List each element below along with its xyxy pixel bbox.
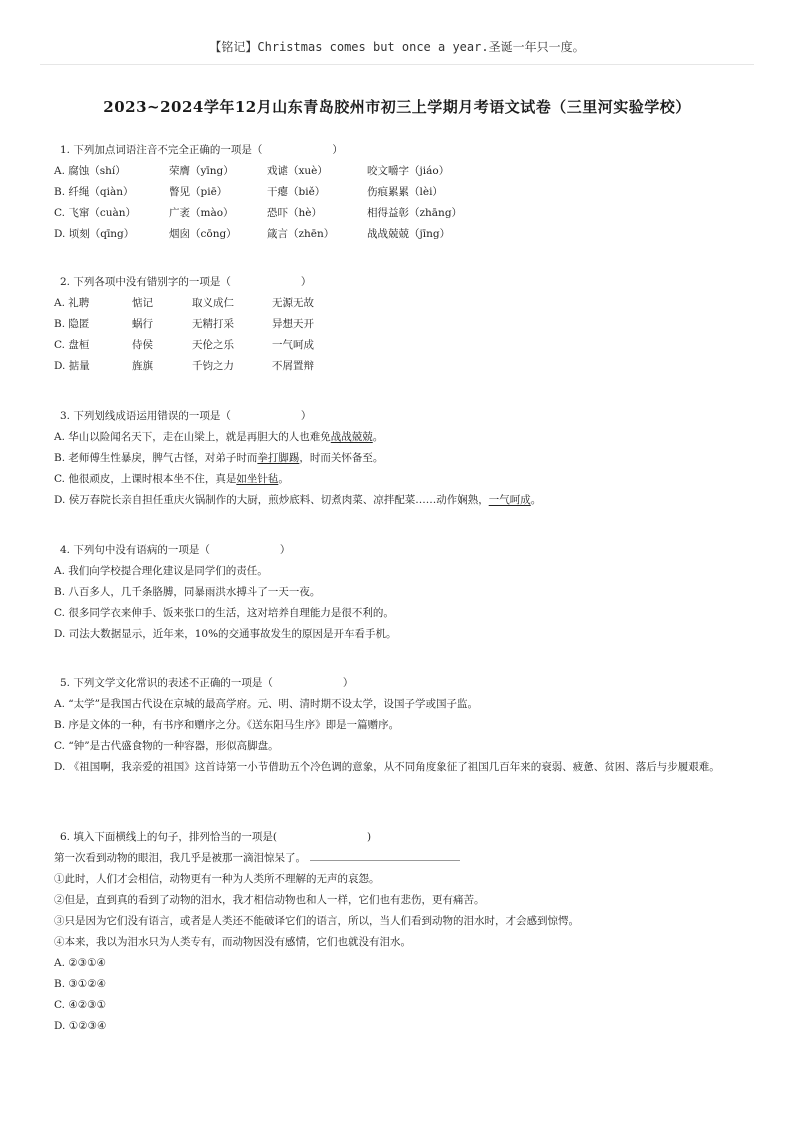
question-6-option-b: B. ③①②④ — [54, 978, 107, 990]
question-2-option-a: A. 礼聘 惦记 取义成仁 无源无故 — [54, 297, 314, 309]
question-5-stem: 5. 下列文学文化常识的表述不正确的一项是（ ） — [60, 677, 354, 689]
question-6-option-a: A. ②③①④ — [54, 957, 106, 969]
question-2-option-b: B. 隐匿 蜗行 无精打采 异想天开 — [54, 318, 314, 330]
question-1-option-d: D. 顷刻（qīng） 烟囱（cōng） 箴言（zhēn） 战战兢兢（jīng） — [54, 228, 451, 240]
question-2-option-d: D. 掂量 旌旗 千钧之力 不屑置辩 — [54, 360, 314, 372]
exam-title: 2023~2024学年12月山东青岛胶州市初三上学期月考语文试卷（三里河实验学校） — [103, 98, 691, 116]
question-2-option-c: C. 盘桓 侍侯 天伦之乐 一气呵成 — [54, 339, 314, 351]
question-3 — [54, 406, 744, 511]
question-2 — [54, 272, 744, 377]
underlined-idiom: 一气呵成 — [488, 494, 531, 506]
question-6-sentence-4: ④本来，我以为泪水只为人类专有，而动物因没有感情，它们也就没有泪水。 — [54, 936, 411, 948]
question-4-option-a: A. 我们向学校提合理化建议是同学们的责任。 — [54, 565, 268, 577]
question-1-stem: 1. 下列加点词语注音不完全正确的一项是（ ） — [60, 144, 343, 156]
question-4-option-b: B. 八百多人，几千条胳膊，同暴雨洪水搏斗了一天一夜。 — [54, 586, 321, 598]
fill-in-blank — [310, 850, 460, 861]
question-6-lead: 第一次看到动物的眼泪，我几乎是被那一滴泪惊呆了。 — [54, 848, 744, 869]
question-4-stem: 4. 下列句中没有语病的一项是（ ） — [60, 544, 291, 556]
question-2-stem: 2. 下列各项中没有错别字的一项是（ ） — [60, 276, 312, 288]
question-6-sentence-3: ③只是因为它们没有语言，或者是人类还不能破译它们的语言，所以，当人们看到动物的泪水时，才会感到惊愕。 — [54, 915, 579, 927]
question-5 — [54, 673, 744, 778]
question-3-option-c: C. 他很顽皮，上课时根本坐不住，真是如坐针毡。 — [54, 473, 289, 485]
question-3-option-b: B. 老师傅生性暴戾，脾气古怪，对弟子时而拳打脚踢，时而关怀备至。 — [54, 452, 384, 464]
underlined-idiom: 拳打脚踢 — [257, 452, 300, 464]
question-6-option-c: C. ④②③① — [54, 999, 106, 1011]
question-3-option-d: D. 侯万春院长亲自担任重庆火锅制作的大厨，煎炒底料、切煮肉菜、凉拌配菜……动作娴熟，一气呵成。 — [54, 494, 542, 506]
question-6 — [54, 827, 744, 1037]
question-6-sentence-1: ①此时，人们才会相信，动物更有一种为人类所不理解的无声的哀怨。 — [54, 873, 380, 885]
question-1-option-b: B. 纤绳（qiàn） 瞥见（piē） 干瘪（biě） 伤痕累累（lèi） — [54, 186, 443, 198]
question-6-option-d: D. ①②③④ — [54, 1020, 107, 1032]
question-1-option-a: A. 腐蚀（shí） 荣膺（yīng） 戏谑（xuè） 咬文嚼字（jiáo） — [54, 165, 450, 177]
question-4 — [54, 540, 744, 645]
question-5-option-b: B. 序是文体的一种，有书序和赠序之分。《送东阳马生序》即是一篇赠序。 — [54, 719, 400, 731]
question-4-option-d: D. 司法大数据显示，近年来，10%的交通事故发生的原因是开车看手机。 — [54, 628, 397, 640]
question-5-option-a: A. “太学”是我国古代设在京城的最高学府。元、明、清时期不设太学，设国子学或国子监。 — [54, 698, 478, 710]
question-6-sentence-2: ②但是，直到真的看到了动物的泪水，我才相信动物也和人一样，它们也有悲伤，更有痛苦。 — [54, 894, 485, 906]
underlined-idiom: 如坐针毡 — [236, 473, 279, 485]
question-5-option-d: D. 《祖国啊，我亲爱的祖国》这首诗第一小节借助五个冷色调的意象，从不同角度象征了祖国几百年来的衰弱、疲惫、贫困、落后与步履艰难。 — [54, 761, 720, 773]
question-5-option-c: C. “钟”是古代盛食物的一种容器，形似高脚盘。 — [54, 740, 279, 752]
question-3-stem: 3. 下列划线成语运用错误的一项是（ ） — [60, 410, 312, 422]
header-motto: 【铭记】Christmas comes but once a year.圣诞一年只一度。 — [209, 40, 585, 54]
question-3-option-a: A. 华山以险闻名天下，走在山梁上，就是再胆大的人也难免战战兢兢。 — [54, 431, 384, 443]
underlined-idiom: 战战兢兢 — [330, 431, 373, 443]
question-4-option-c: C. 很多同学衣来伸手、饭来张口的生活，这对培养自理能力是很不利的。 — [54, 607, 394, 619]
question-1 — [54, 140, 744, 245]
question-6-stem: 6. 填入下面横线上的句子，排列恰当的一项是( ) — [60, 831, 372, 843]
header-divider — [40, 64, 754, 65]
question-1-option-c: C. 飞窜（cuàn） 广袤（mào） 恐吓（hè） 相得益彰（zhāng） — [54, 207, 463, 219]
